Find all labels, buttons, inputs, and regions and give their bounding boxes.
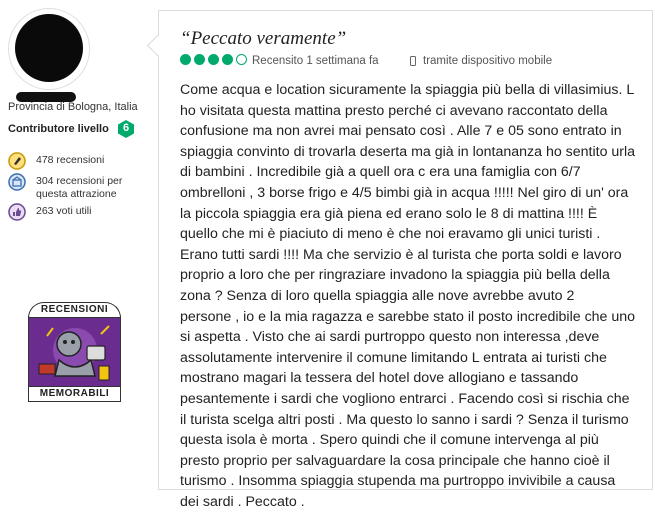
review-text-line: Come acqua e location sicuramente la spiaggia più bella di villasimius. L [180, 82, 635, 98]
review-text-line: assolutamente intervenire il comune limitando L entrata ai turisti che [180, 349, 607, 366]
stat-attraction-reviews-text: 304 recensioni per questa attrazione [36, 175, 123, 200]
thumbs-up-icon [8, 203, 26, 221]
rating-bubble-icon [208, 54, 219, 65]
stat-reviews-text: 478 recensioni [36, 154, 105, 166]
review-text-line: ho visitata questa mattina presto perché ci avevano raccontato della [180, 102, 608, 119]
rating-bubble-icon [236, 54, 247, 65]
rating-bubble-icon [194, 54, 205, 65]
memorable-reviews-badge [28, 302, 121, 404]
stat-helpful-votes-text: 263 voti utili [36, 205, 92, 217]
reviewer-location: Provincia di Bologna, Italia [8, 101, 138, 113]
destination-icon [8, 173, 26, 191]
reviewer-profile [0, 0, 150, 482]
badge-bottom-text: MEMORABILI [28, 386, 121, 402]
review-title[interactable]: “Peccato veramente” [180, 28, 347, 49]
review-date: Recensito 1 settimana fa [252, 55, 379, 67]
review-text-line: questa isola è morta . Spero quindi che il comune intervenga al più [180, 432, 599, 449]
review-text-line: pesantemente i sardi che vogliono entrarci . Facendo così si rischia che [180, 390, 630, 407]
review-text-line: persone , io e la mia ragazza e sarebbe stato il posto incredibile che uno [180, 308, 636, 325]
review-text-line: quello che mi è piaciuto di meno è che noi eravamo gli unici turisti . [180, 226, 601, 243]
pen-icon [8, 152, 26, 170]
level-number: 6 [122, 122, 130, 134]
contributor-level-label: Contributore livello [8, 123, 109, 135]
level-badge [116, 119, 136, 139]
review-text-line: spiaggia convinto di trovarla deserta ma già in lontananza ho sentito urla [180, 143, 636, 160]
review-text-line: si aspetta . Visto che ai sardi purtroppo questo non interessa ,deve [180, 329, 600, 346]
review-text-line: Erano tutti sardi !!!! Ma che servizio è al turista che porta soldi e lavoro [180, 246, 622, 263]
review-text-line: di bambini . Incredibile già a quell ora c era una famiglia con 6/7 [180, 164, 581, 181]
review-text-line: il turista scelga altri posti . Ma questo lo sanno i sardi ? Senza il turismo [180, 411, 629, 428]
review-text-line: dei sardi . Peccato . [180, 493, 305, 510]
review-text-line: zona ? Senza di loro quella spiaggia alle nove avrebbe avuto 2 [180, 287, 575, 304]
rating-bubble-icon [222, 54, 233, 65]
rating-bubble-icon [180, 54, 191, 65]
review-text-line: confusione ma non avrei mai pensato così . Alle 7 e 05 sono entrato in [180, 123, 622, 140]
badge-top-text: RECENSIONI [28, 302, 121, 318]
avatar-image[interactable] [15, 14, 83, 82]
review-text-line: mostrano magari la tessera del hotel dove allogiano e tassando [180, 370, 579, 387]
review-text-line: turismo . Insomma spiaggia stupenda ma purtroppo invivibile a causa [180, 473, 616, 490]
review-device: tramite dispositivo mobile [423, 55, 553, 67]
badge-illustration [28, 316, 121, 388]
review-text-line: proprio a loro che per ringraziare invadono la spiaggia più bella della [180, 267, 610, 284]
review-text-line: ombrelloni , 3 borse frigo e 4/5 bimbi già in acqua !!!!! Nel giro di un' ora [180, 184, 629, 201]
review-text-line: la piccola spiaggia era già piena ed erano solo le 8 di mattina !!!! È [180, 205, 598, 222]
review-text-line: presto proprio per salvaguardare la cosa principale che hanno cioè il [180, 452, 610, 469]
review-body [180, 80, 645, 512]
mobile-phone-icon [410, 56, 416, 66]
